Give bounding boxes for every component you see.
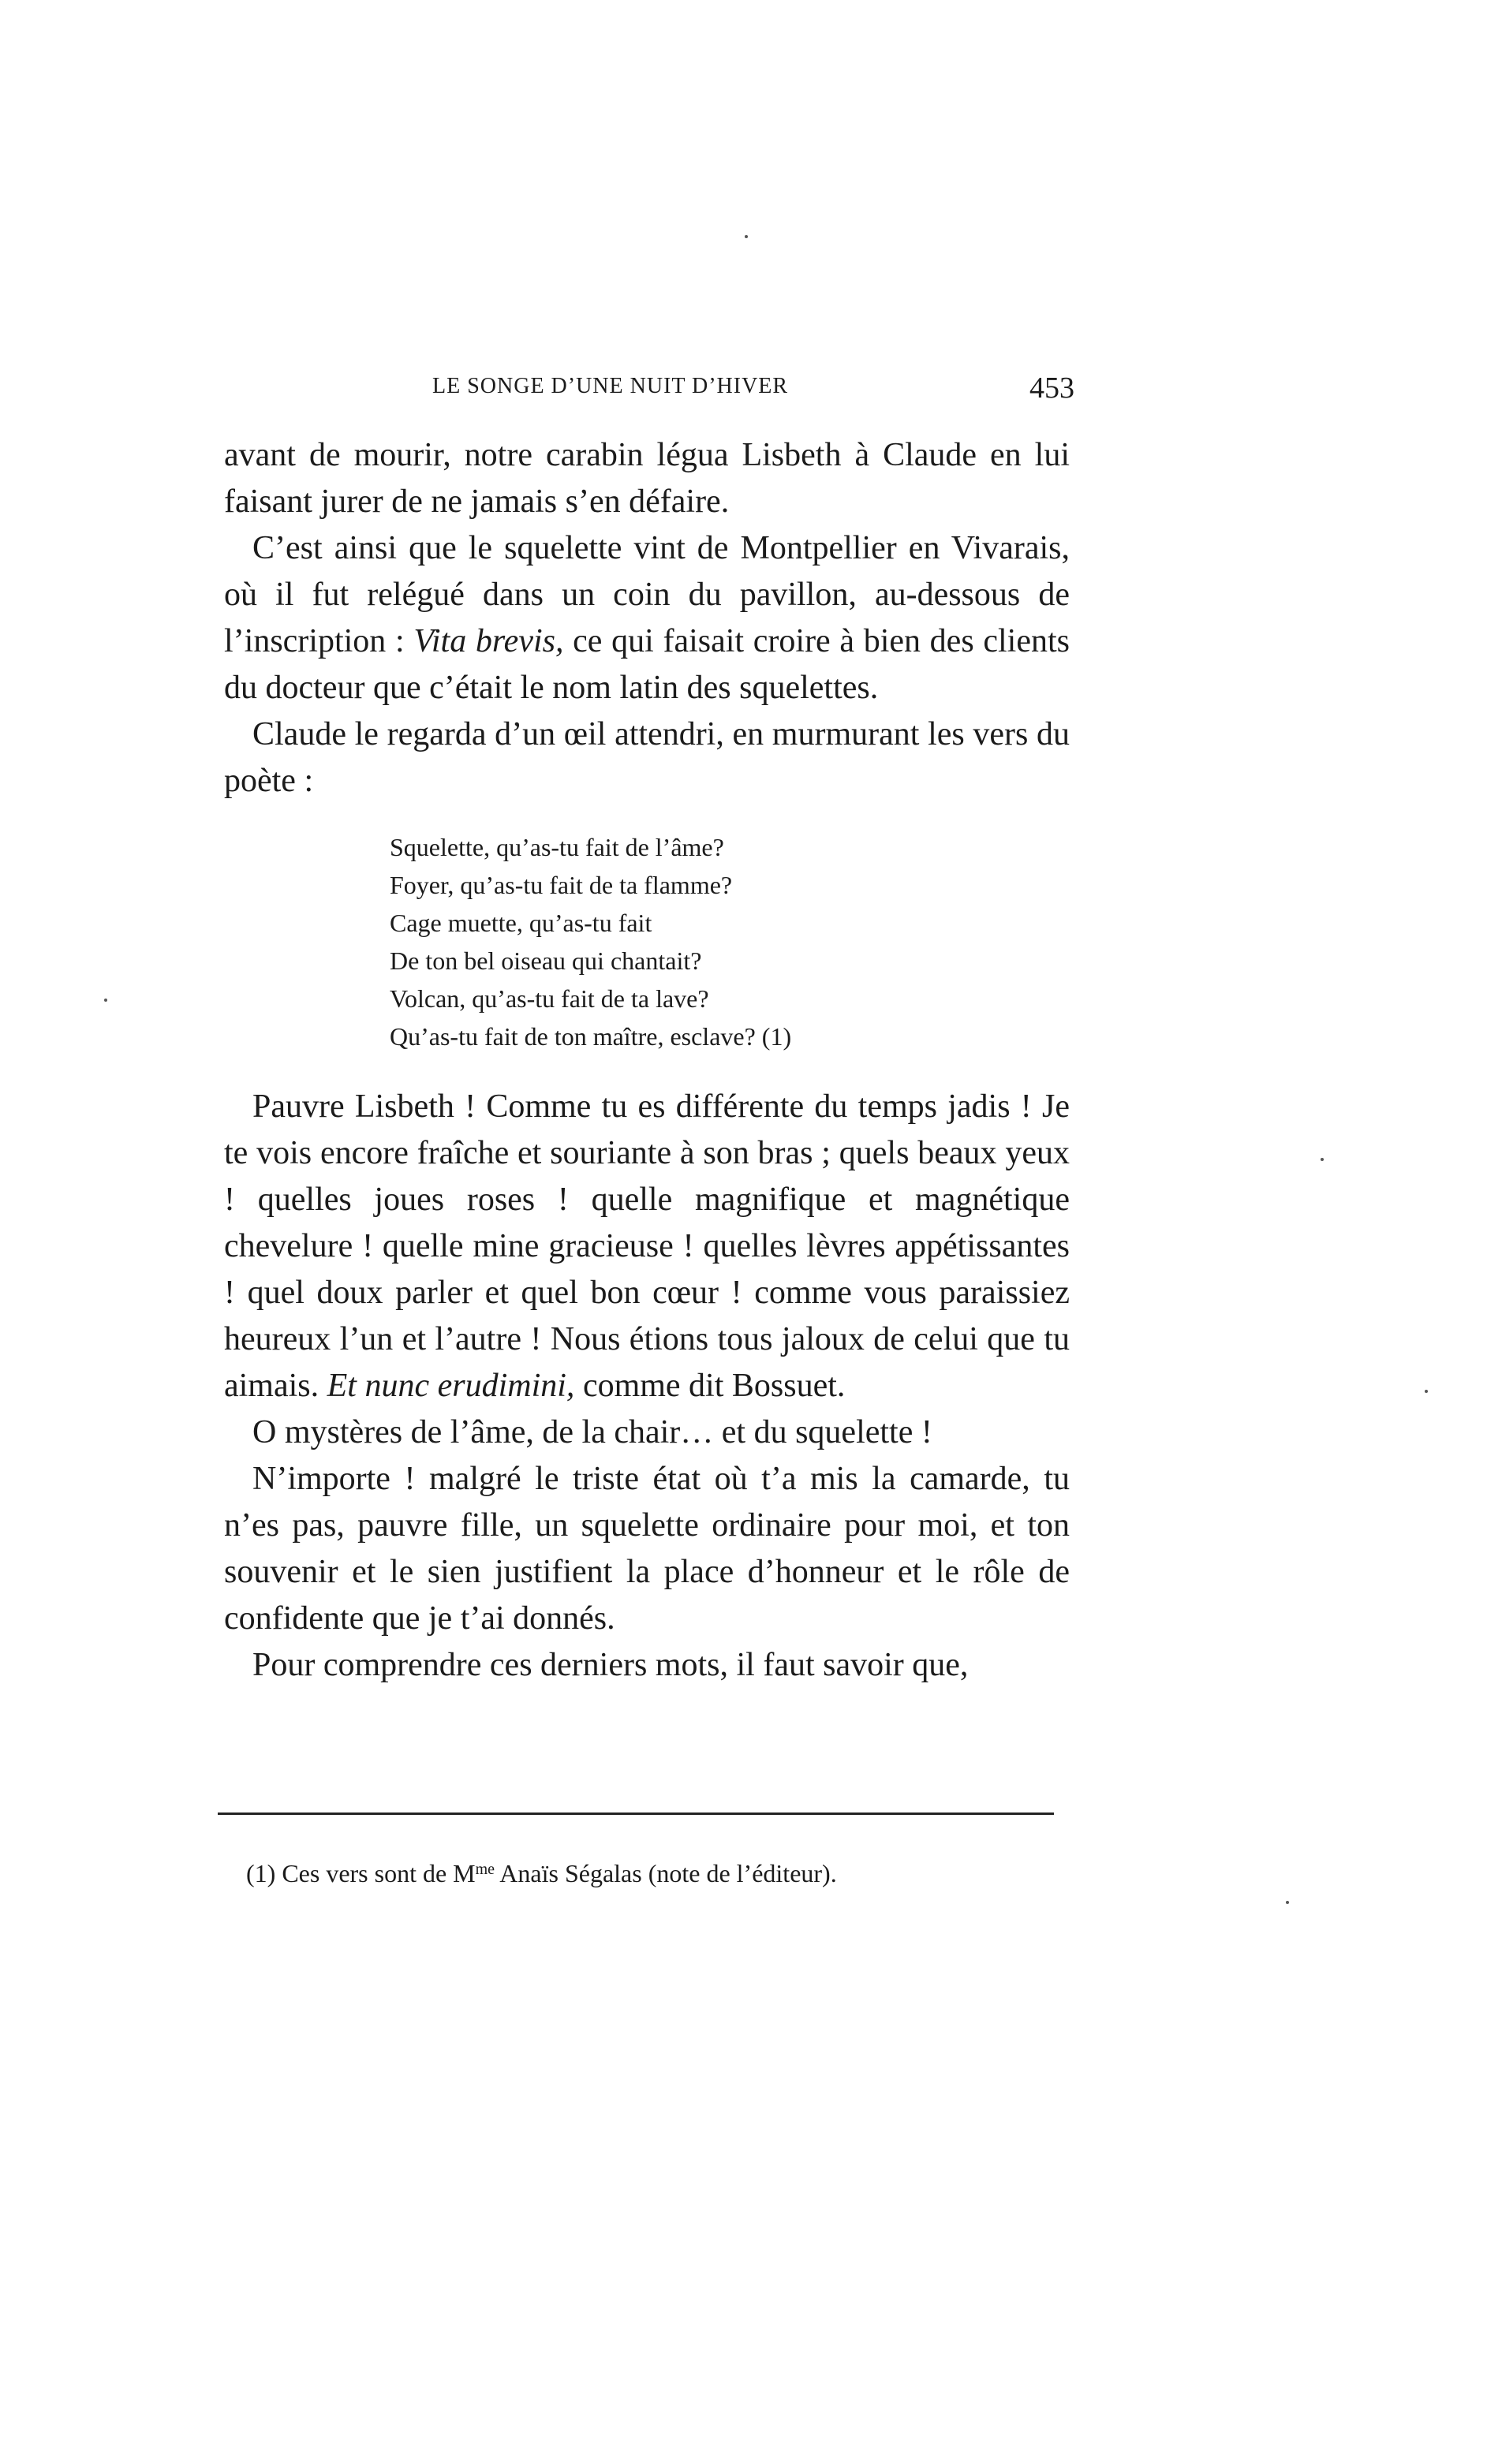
print-speck [1425, 1390, 1428, 1393]
footnote-text-start: Ces vers sont de M [275, 1859, 476, 1887]
paragraph-1-text: avant de mourir, notre carabin légua Lisbeth à Claude en lui faisant jurer de ne jamais s’en défaire. [224, 437, 1070, 520]
verse-line-5: Volcan, qu’as-tu fait de ta lave? [390, 984, 709, 1013]
paragraph-3 [224, 711, 1070, 805]
paragraph-4-text-start: Pauvre Lisbeth ! Comme tu es différente du temps jadis ! Je te vois encore fraîche et souriante à son bras ; quels beaux yeux ! quelles joues roses ! quelle magnifique et magnétique chevelure ! quelle mine gracieuse ! quelles lèvres appétissantes ! quel doux parler et quel bon cœur ! comme vous paraissiez heureux l’un et l’autre ! Nous étions tous jaloux de celui que tu aimais. [224, 1088, 1070, 1404]
paragraph-2-text-end: ce qui faisait croire à bien des clients du docteur que c’était le nom latin des squelettes. [224, 623, 1070, 706]
footnote-divider [218, 1813, 1054, 1815]
verse-line-4: De ton bel oiseau qui chantait? [390, 946, 702, 975]
verse-line-3: Cage muette, qu’as-tu fait [390, 909, 652, 937]
footnote-marker: (1) [246, 1859, 276, 1887]
paragraph-2 [224, 525, 1070, 711]
paragraph-2-italic: Vita brevis, [413, 623, 564, 659]
verse-line-1: Squelette, qu’as-tu fait de l’âme? [390, 833, 724, 861]
verse-line-6-text: Qu’as-tu fait de ton maître, esclave? [390, 1022, 756, 1051]
paragraph-1 [224, 432, 1070, 525]
running-head: LE SONGE D’UNE NUIT D’HIVER [432, 374, 789, 398]
paragraph-4-text-end: comme dit Bossuet. [574, 1368, 846, 1404]
footnote-rule [218, 1813, 1054, 1816]
verse-line-2: Foyer, qu’as-tu fait de ta flamme? [390, 871, 733, 899]
print-speck [1286, 1901, 1289, 1904]
paragraph-5 [224, 1409, 1070, 1456]
print-speck [104, 999, 107, 1002]
paragraph-3-text: Claude le regarda d’un œil attendri, en murmurant les vers du poète : [224, 716, 1070, 799]
verse-line-6 [390, 1017, 1070, 1055]
paragraph-7-text: Pour comprendre ces derniers mots, il faut savoir que, [252, 1647, 969, 1683]
paragraph-7 [224, 1642, 1070, 1689]
paragraph-4 [224, 1084, 1070, 1409]
paragraph-5-text: O mystères de l’âme, de la chair… et du squelette ! [252, 1414, 932, 1450]
paragraph-4-italic: Et nunc erudimini, [327, 1368, 575, 1404]
paragraph-2-text-start: C’est ainsi que le squelette vint de Montpellier en Vivarais, où il fut relégué dans un coin du pavillon, au-dessous de l’inscription : [224, 530, 1070, 659]
footnote-superscript: me [475, 1861, 495, 1878]
verse-block [390, 828, 1070, 1055]
footnote [246, 1852, 837, 1891]
footnote-text-end: Anaïs Ségalas (note de l’éditeur). [495, 1859, 837, 1887]
paragraph-6 [224, 1456, 1070, 1642]
page-number: 453 [1029, 371, 1074, 405]
page-header [227, 371, 1074, 418]
main-text [224, 432, 1070, 1689]
footnote-reference: (1) [761, 1022, 792, 1051]
paragraph-6-text: N’importe ! malgré le triste état où t’a mis la camarde, tu n’es pas, pauvre fille, un squelette ordinaire pour moi, et ton souvenir et le sien justifient la place d’honneur et le rôle de confidente que je t’ai donnés. [224, 1461, 1070, 1637]
print-speck [1321, 1158, 1324, 1161]
print-speck [745, 235, 748, 238]
